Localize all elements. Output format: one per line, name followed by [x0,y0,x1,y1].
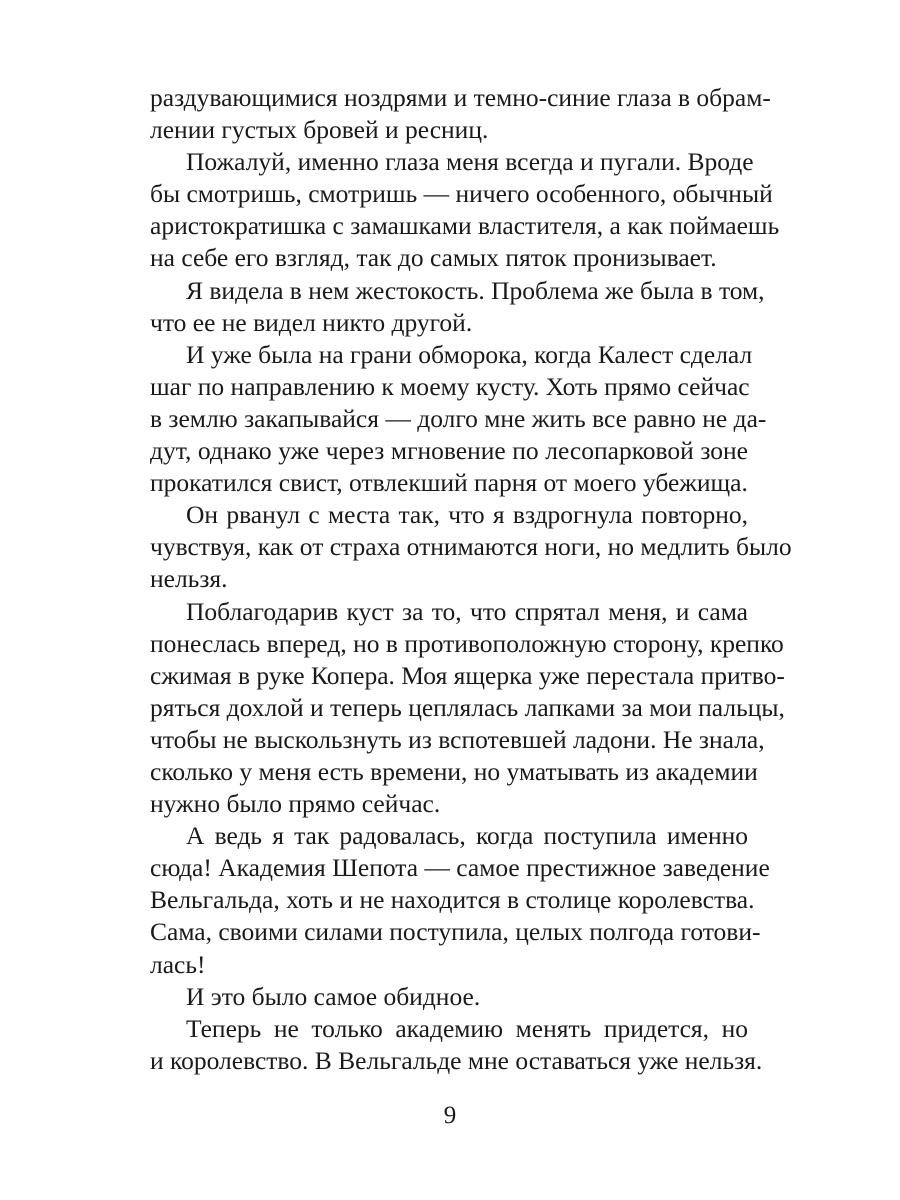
text-line: Пожалуй, именно глаза меня всегда и пугали. Вроде [186,147,754,177]
text-line: И это было самое обидное. [186,981,481,1011]
text-line: в землю закапывайся — долго мне жить все равно не да- [150,403,767,433]
text-line: И уже была на грани обморока, когда Калест сделал [186,339,753,369]
text-line: ряться дохлой и теперь цеплялась лапками за мои пальцы, [150,692,785,722]
text-line: лась! [150,949,206,979]
text-line: и королевство. В Вельгальде мне оставаться уже нельзя. [150,1045,763,1075]
text-line: бы смотришь, смотришь — ничего особенного, обычный [150,179,773,209]
page-number: 9 [443,1102,457,1129]
text-line: аристократишка с замашками властителя, а как поймаешь [150,211,780,241]
text-line: сколько у меня есть времени, но уматывать из академии [150,756,758,786]
text-line: чтобы не выскользнуть из вспотевшей ладони. Не знала, [150,724,765,754]
text-line: Поблагодарив куст за то, что спрятал меня, и сама [186,596,748,626]
text-line: нельзя. [150,564,228,594]
text-line: Вельгальда, хоть и не находится в столице королевства. [150,885,755,915]
text-line: нужно было прямо сейчас. [150,789,441,819]
text-line: понеслась вперед, но в противоположную сторону, крепко [150,628,784,658]
text-line: Сама, своими силами поступила, целых полгода готови- [150,917,761,947]
text-line: А ведь я так радовалась, когда поступила именно [186,821,748,851]
text-line: дут, однако уже через мгновение по лесопарковой зоне [150,436,748,466]
text-line: лении густых бровей и ресниц. [150,115,489,145]
text-line: Он рванул с места так, что я вздрогнула повторно, [186,500,748,530]
text-line: Теперь не только академию менять придется, но [186,1013,748,1043]
text-line: чувствуя, как от страха отнимаются ноги, но медлить было [150,532,792,562]
text-line: сжимая в руке Копера. Моя ящерка уже перестала притво- [150,660,785,690]
body-text [150,82,792,1077]
text-line: Я видела в нем жестокость. Проблема же была в том, [186,275,765,305]
text-line: что ее не видел никто другой. [150,307,473,337]
text-line: раздувающимися ноздрями и темно-синие глаза в обрам- [150,83,771,112]
text-line: прокатился свист, отвлекший парня от моего убежища. [150,468,748,498]
text-line: шаг по направлению к моему кусту. Хоть прямо сейчас [150,371,750,401]
text-line: сюда! Академия Шепота — самое престижное заведение [150,853,770,883]
text-line: на себе его взгляд, так до самых пяток пронизывает. [150,243,717,273]
